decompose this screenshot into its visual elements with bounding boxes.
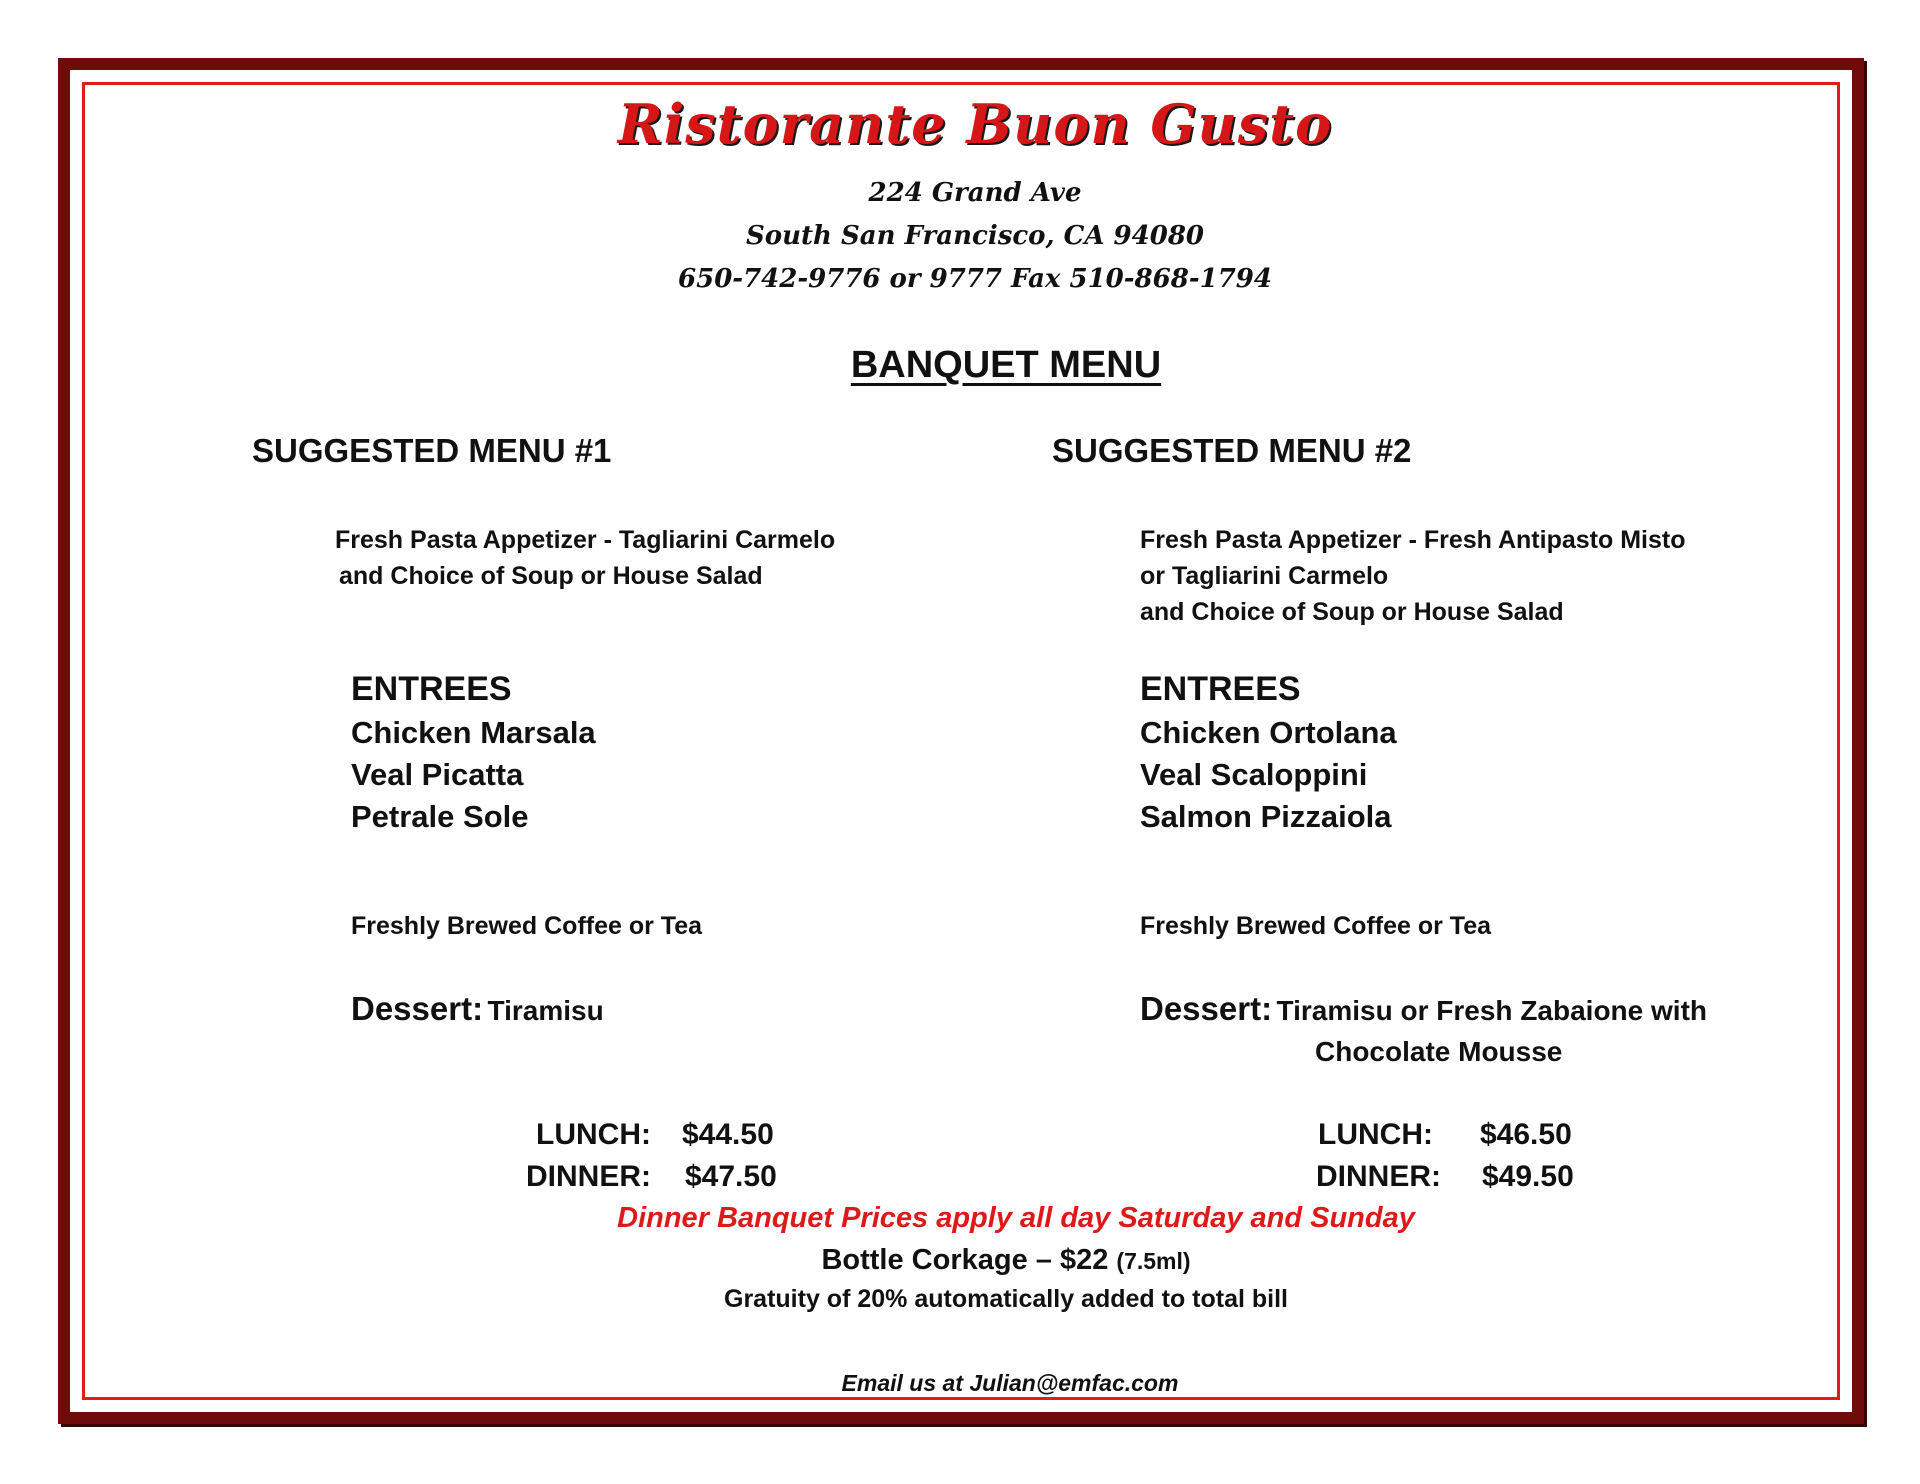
menu2-dinner-price: $49.50 <box>1482 1160 1574 1193</box>
restaurant-logo-name: Ristorante Buon Gusto <box>617 92 1333 156</box>
menu2-dinner-label: DINNER: <box>1316 1160 1441 1193</box>
page-title: BANQUET MENU <box>850 344 1162 386</box>
menu2-entrees-heading: ENTREES <box>1140 670 1301 708</box>
menu2-lunch-label: LUNCH: <box>1318 1118 1433 1151</box>
menu1-dessert <box>351 990 604 1028</box>
menu1-beverage: Freshly Brewed Coffee or Tea <box>351 912 703 940</box>
menu2-appetizer-line: and Choice of Soup or House Salad <box>1140 598 1564 626</box>
menu1-lunch-price: $44.50 <box>682 1118 774 1151</box>
menu1-dinner-label: DINNER: <box>526 1160 651 1193</box>
menu2-appetizer-line: or Tagliarini Carmelo <box>1140 562 1389 590</box>
menu1-appetizer-line: and Choice of Soup or House Salad <box>339 562 763 590</box>
menu1-appetizer-line: Fresh Pasta Appetizer - Tagliarini Carmelo <box>335 526 836 554</box>
menu1-entrees <box>351 666 596 838</box>
menu2-beverage: Freshly Brewed Coffee or Tea <box>1140 912 1492 940</box>
corkage-text: Bottle Corkage – $22 <box>821 1244 1109 1276</box>
menu2-entree-item: Veal Scaloppini <box>1140 757 1368 792</box>
weekend-pricing-note: Dinner Banquet Prices apply all day Saturday and Sunday <box>617 1202 1415 1234</box>
menu1-entrees-heading: ENTREES <box>351 670 512 708</box>
address-line-2: South San Francisco, CA 94080 <box>745 221 1205 251</box>
menu2-heading: SUGGESTED MENU #2 <box>1052 432 1412 469</box>
menu2-entree-item: Salmon Pizzaiola <box>1140 799 1392 834</box>
menu2-entrees <box>1140 666 1397 838</box>
corkage-fee <box>821 1244 1190 1277</box>
menu1-dessert-text: Tiramisu <box>487 995 604 1026</box>
email-contact[interactable]: Email us at Julian@emfac.com <box>841 1370 1179 1396</box>
address-line-1: 224 Grand Ave <box>868 178 1082 208</box>
menu1-appetizer <box>335 522 835 594</box>
menu1-entree-item: Veal Picatta <box>351 757 524 792</box>
phone-fax-line: 650-742-9776 or 9777 Fax 510-868-1794 <box>678 264 1272 294</box>
menu1-entree-item: Chicken Marsala <box>351 715 596 750</box>
menu2-dessert-text-cont: Chocolate Mousse <box>1315 1036 1563 1067</box>
menu2-appetizer-line: Fresh Pasta Appetizer - Fresh Antipasto Misto <box>1140 526 1686 554</box>
menu2-lunch-price: $46.50 <box>1480 1118 1572 1151</box>
menu2-dessert-text: Tiramisu or Fresh Zabaione with <box>1276 995 1707 1026</box>
menu1-lunch-label: LUNCH: <box>536 1118 651 1151</box>
menu2-dessert <box>1140 990 1707 1028</box>
menu1-dessert-label: Dessert: <box>351 990 484 1027</box>
menu1-entree-item: Petrale Sole <box>351 799 529 834</box>
menu1-heading: SUGGESTED MENU #1 <box>252 432 612 469</box>
gratuity-note: Gratuity of 20% automatically added to total bill <box>724 1285 1288 1313</box>
menu2-dessert-label: Dessert: <box>1140 990 1273 1027</box>
corkage-size: (7.5ml) <box>1116 1248 1191 1274</box>
menu1-dinner-price: $47.50 <box>685 1160 777 1193</box>
menu2-entree-item: Chicken Ortolana <box>1140 715 1397 750</box>
menu2-appetizer <box>1140 522 1685 630</box>
